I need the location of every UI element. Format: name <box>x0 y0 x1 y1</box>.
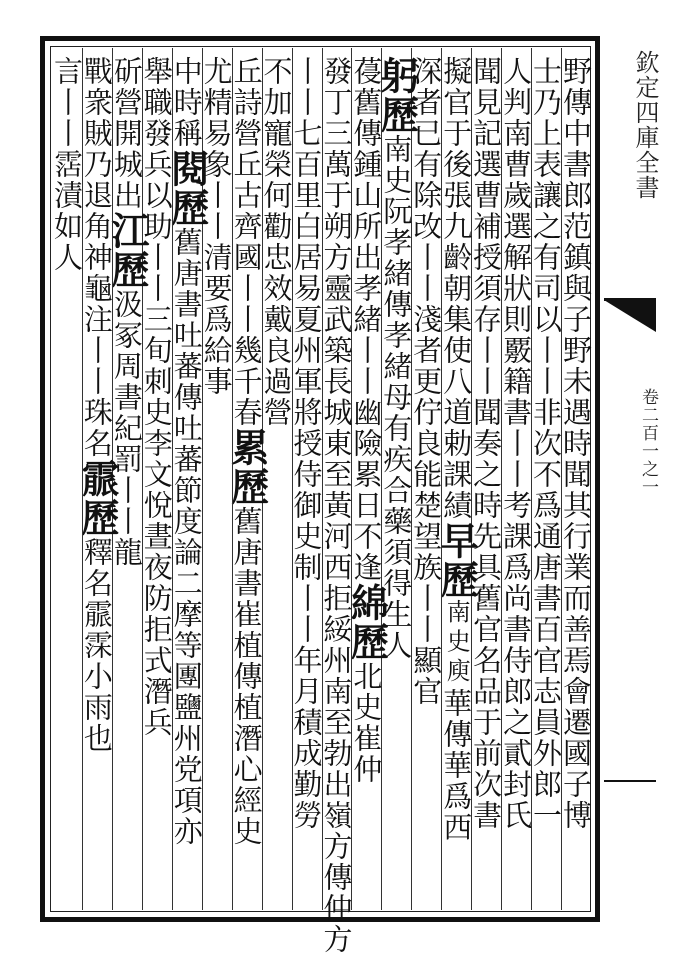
text-segment: 言丨丨霑漬如人 <box>49 56 84 273</box>
text-segment: 舊唐書吐蕃傳吐蕃節度論二摩等團鹽州党項亦 <box>169 227 204 847</box>
text-segment: 人判南曹歲選解狀則覈籍書丨丨考課爲尚書侍郎之貳封氏 <box>499 56 534 831</box>
text-segment: 華傳華爲西 <box>439 687 474 843</box>
text-column <box>49 56 84 273</box>
entry-headword: 累歷 <box>224 428 270 506</box>
text-segment: 汲冢周書紀罰丨丨龍 <box>109 289 144 568</box>
text-segment: 擬官于後張九齡朝集使八道勅課績 <box>439 56 474 521</box>
text-segment: 斫營開城出 <box>109 56 144 211</box>
entry-headword: 早歷 <box>434 521 480 599</box>
text-segment: 戰衆賊乃退 <box>79 56 114 211</box>
entry-headword: 閱歷 <box>164 149 210 227</box>
entry-headword: 江歷 <box>104 211 150 289</box>
text-segment: 南史庾 <box>442 599 471 688</box>
text-segment: 士乃上表讓之有司以丨丨非次不爲通唐書百官志員外郎一 <box>529 56 564 831</box>
text-segment: 北史崔仲 <box>349 661 384 785</box>
text-segment: 中時稱 <box>169 56 204 149</box>
text-segment: 角神龜注丨丨珠名 <box>79 211 114 459</box>
text-segment: 舉職 <box>139 56 174 118</box>
text-segment: 葠舊傳鍾山所出孝緒丨丨幽險累日不逢 <box>349 56 384 583</box>
entry-headword: 霢歷 <box>74 459 120 537</box>
text-segment: 發丁三萬于朔方靈武築長城東至黃河西拒綏州南至勃出嶺 <box>319 56 354 831</box>
margin-book-title: 欽定四庫全書 <box>631 50 659 200</box>
fishtail-mark <box>604 300 656 332</box>
text-segment: 野傳中書郎范鎮與子野未遇時聞其行業而善焉會遷國子博 <box>559 56 594 831</box>
text-segment: 方傳仲方 <box>319 831 354 955</box>
text-segment: 釋名霢霂小雨也 <box>79 537 114 754</box>
text-segment: 丘詩營丘古齊國丨丨幾千春 <box>229 56 264 428</box>
text-segment: 南史阮孝緒傳孝緒母有疾合藥須得生人 <box>379 134 414 661</box>
margin-volume-label: 卷二百一之一 <box>638 388 658 496</box>
text-segment: 尤精易象丨丨清要爲給事 <box>199 56 234 397</box>
text-segment: 深者已有除改丨丨淺者更佇良能 <box>409 56 444 490</box>
text-segment: 楚望族丨丨顯官 <box>409 490 444 707</box>
text-segment: 發兵以助丨丨三旬刺史李文悅晝夜防拒式潛兵 <box>139 118 174 738</box>
entry-headword: 綿歷 <box>344 583 390 661</box>
text-segment: 舊唐書崔植傳植潛心經史 <box>229 506 264 847</box>
text-segment: 聞見記選曹補授須存丨丨聞奏之時先具舊官名品于前次書 <box>469 56 504 831</box>
entry-headword: 躬歷 <box>374 56 420 134</box>
text-segment: 不加寵榮何勸忠效戴良過營 <box>259 56 294 428</box>
margin-bottom-rule <box>604 780 656 782</box>
text-segment: 丨丨七百里白居易夏州軍將授侍御史制丨丨年月積成勤勞 <box>289 56 324 831</box>
